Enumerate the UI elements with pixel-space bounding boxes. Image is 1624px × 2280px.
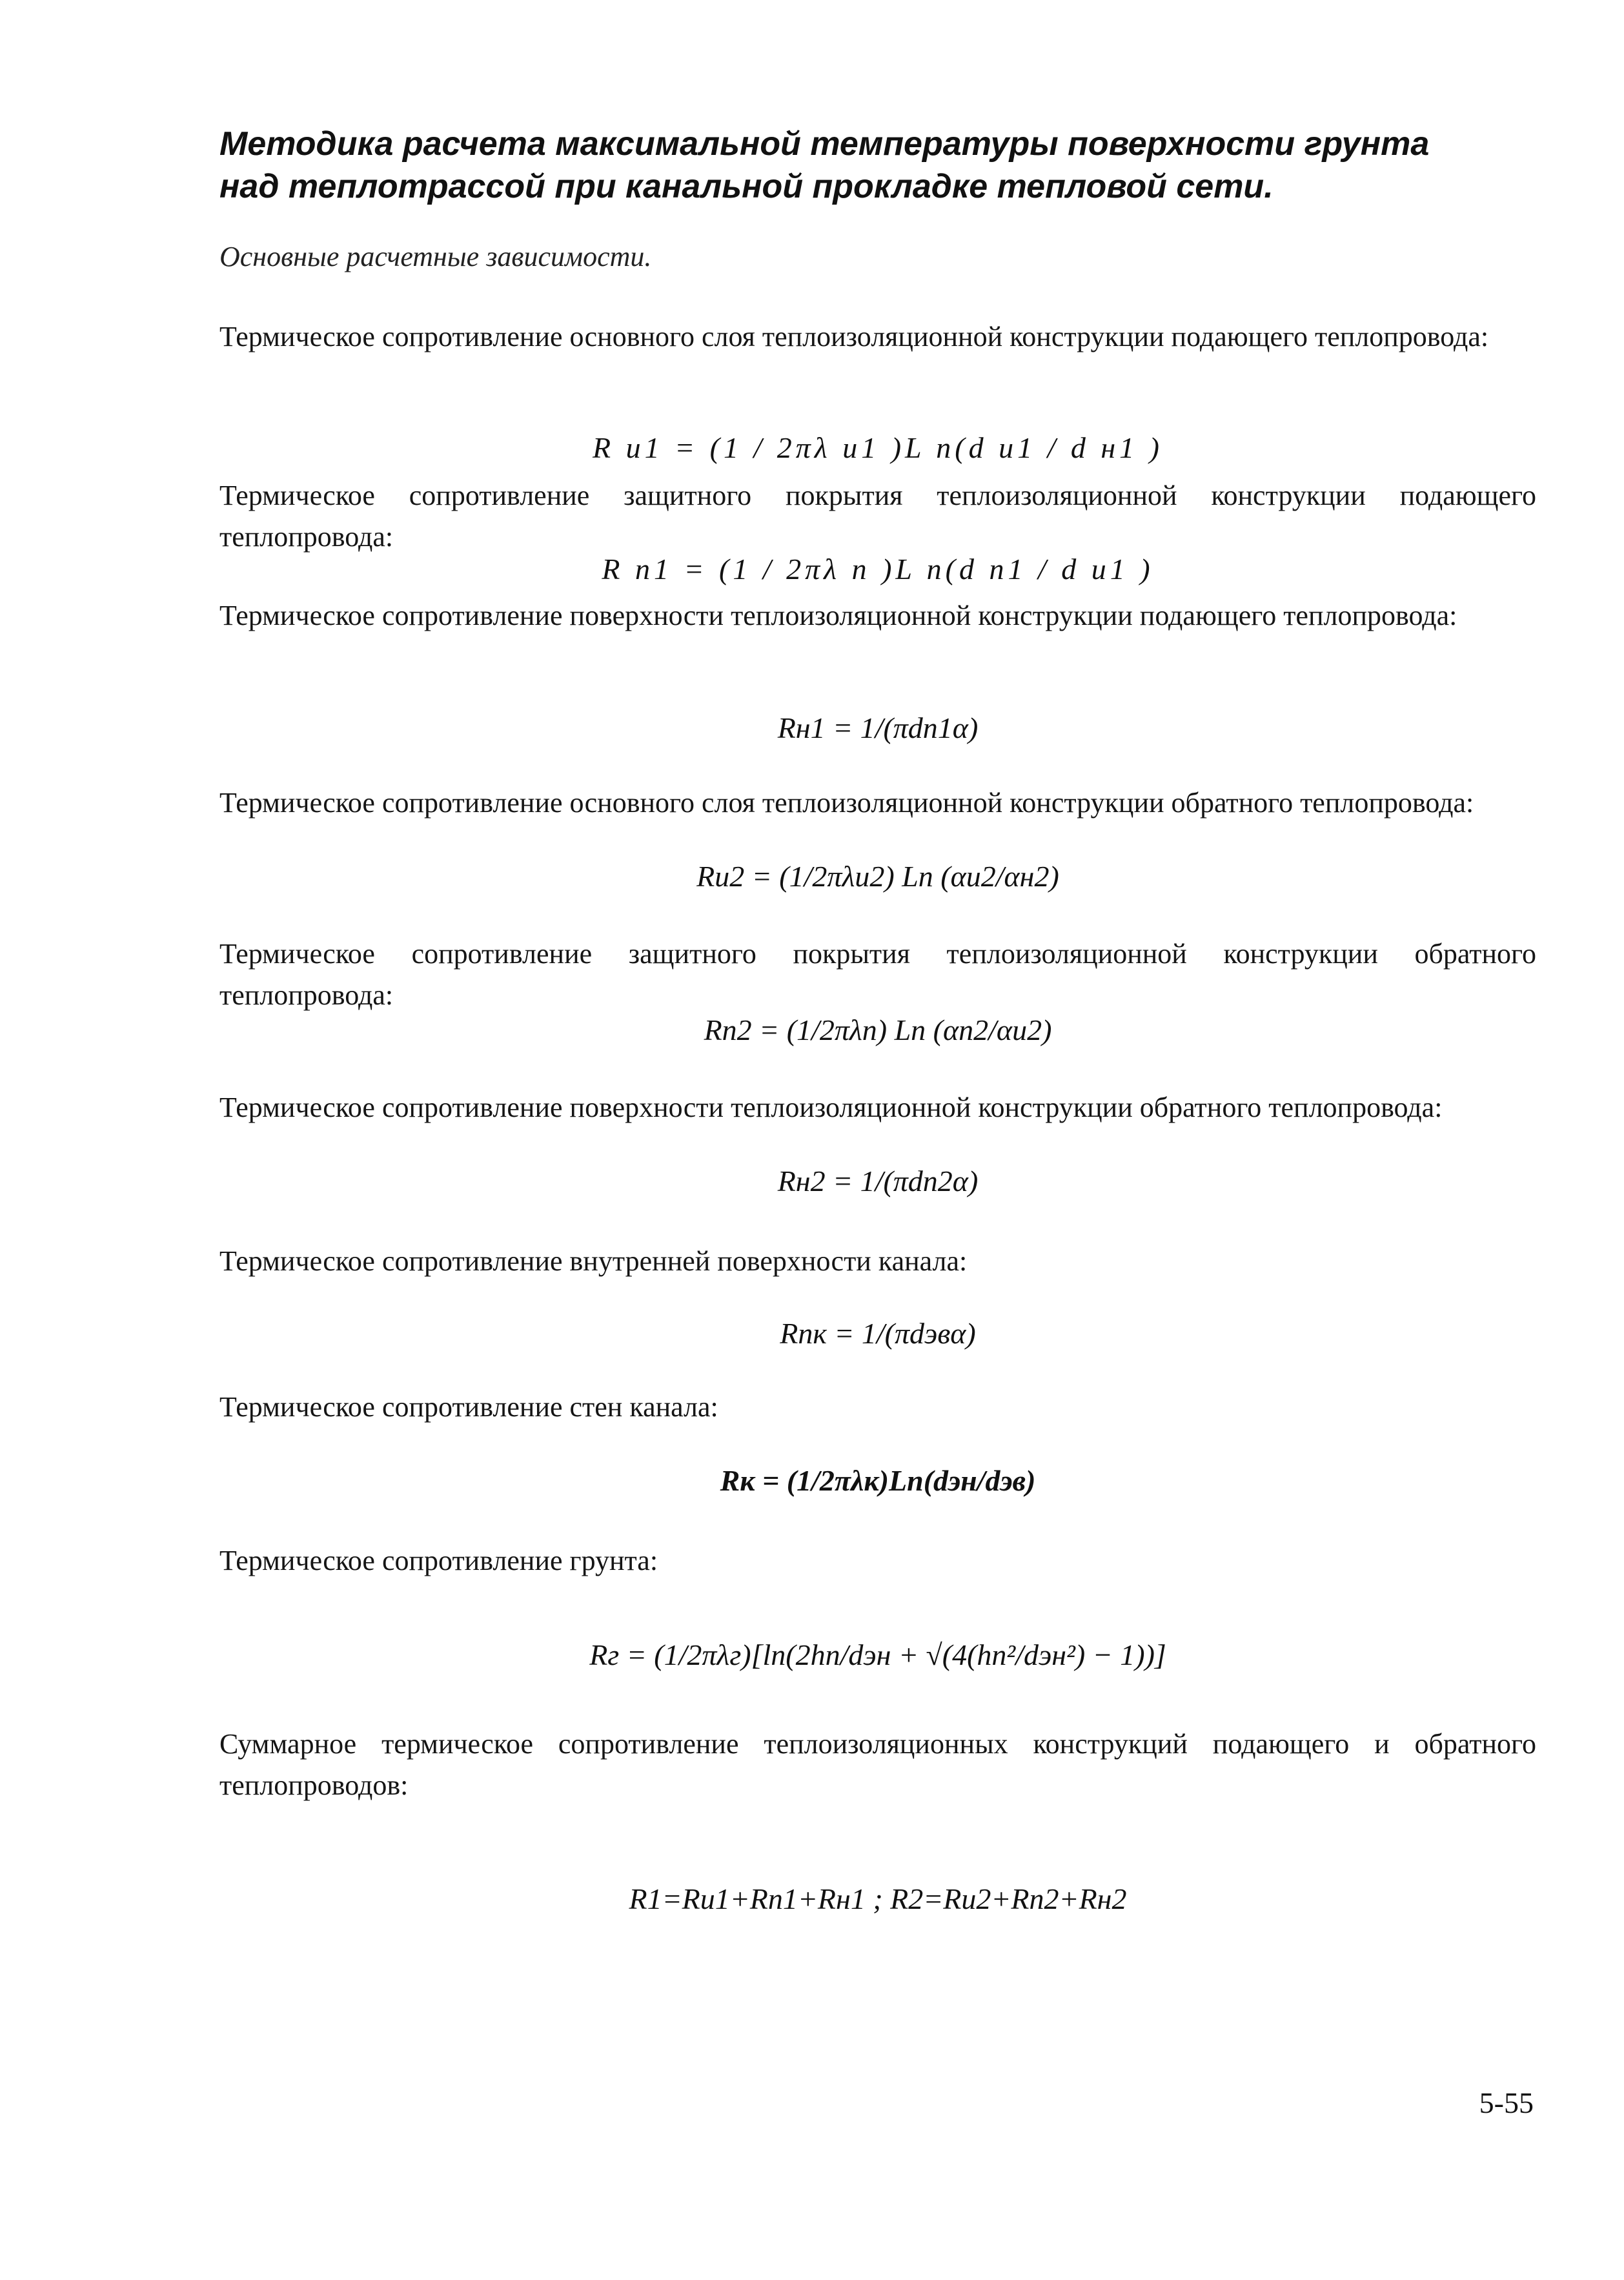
section-7-formula: Rпк = 1/(πdэвα) xyxy=(780,1317,976,1350)
section-1-formula: R и1 = (1 / 2πλ и1 )L n(d и1 / d н1 ) xyxy=(592,431,1163,464)
document-title: Методика расчета максимальной температуры поверхности грунта над теплотрассой при канальной прокладке тепловой сети. xyxy=(219,125,1430,205)
section-6-formula: Rн2 = 1/(πdп2α) xyxy=(777,1165,979,1197)
section-7-text: Термическое сопротивление внутренней поверхности канала: xyxy=(219,1245,968,1277)
section-5-formula: Rп2 = (1/2πλп) Ln (αп2/αи2) xyxy=(704,1013,1052,1046)
section-3-formula: Rн1 = 1/(πdп1α) xyxy=(777,711,979,744)
section-9-text: Термическое сопротивление грунта: xyxy=(219,1545,658,1576)
section-8-formula: Rк = (1/2πλк)Ln(dэн/dэв) xyxy=(720,1464,1036,1497)
section-4-formula: Rи2 = (1/2πλи2) Ln (αи2/αн2) xyxy=(696,860,1059,893)
section-9-formula: Rг = (1/2πλг)[ln(2hп/dэн + √(4(hп²/dэн²) − 1))] xyxy=(589,1638,1166,1671)
section-1-text: Термическое сопротивление основного слоя теплоизоляционной конструкции подающего теплопровода: xyxy=(219,321,1489,352)
section-4-text: Термическое сопротивление основного слоя теплоизоляционной конструкции обратного теплопровода: xyxy=(219,787,1474,819)
section-5-text: Термическое сопротивление защитного покрытия теплоизоляционной конструкции обратного теплопровода: xyxy=(219,938,1536,1011)
section-2-text: Термическое сопротивление защитного покрытия теплоизоляционной конструкции подающего теплопровода: xyxy=(219,480,1536,553)
document-subtitle: Основные расчетные зависимости. xyxy=(219,241,652,272)
section-10-formula: R1=Rи1+Rп1+Rн1 ; R2=Rи2+Rп2+Rн2 xyxy=(629,1882,1127,1915)
section-2-formula: R п1 = (1 / 2πλ п )L n(d п1 / d и1 ) xyxy=(602,553,1154,585)
section-10-text: Суммарное термическое сопротивление теплоизоляционных конструкций подающего и обратного теплопроводов: xyxy=(219,1728,1536,1801)
page-number: 5-55 xyxy=(1479,2086,1534,2119)
section-8-text: Термическое сопротивление стен канала: xyxy=(219,1391,718,1423)
section-3-text: Термическое сопротивление поверхности теплоизоляционной конструкции подающего теплопровода: xyxy=(219,600,1457,631)
section-6-text: Термическое сопротивление поверхности теплоизоляционной конструкции обратного теплопровода: xyxy=(219,1092,1443,1123)
